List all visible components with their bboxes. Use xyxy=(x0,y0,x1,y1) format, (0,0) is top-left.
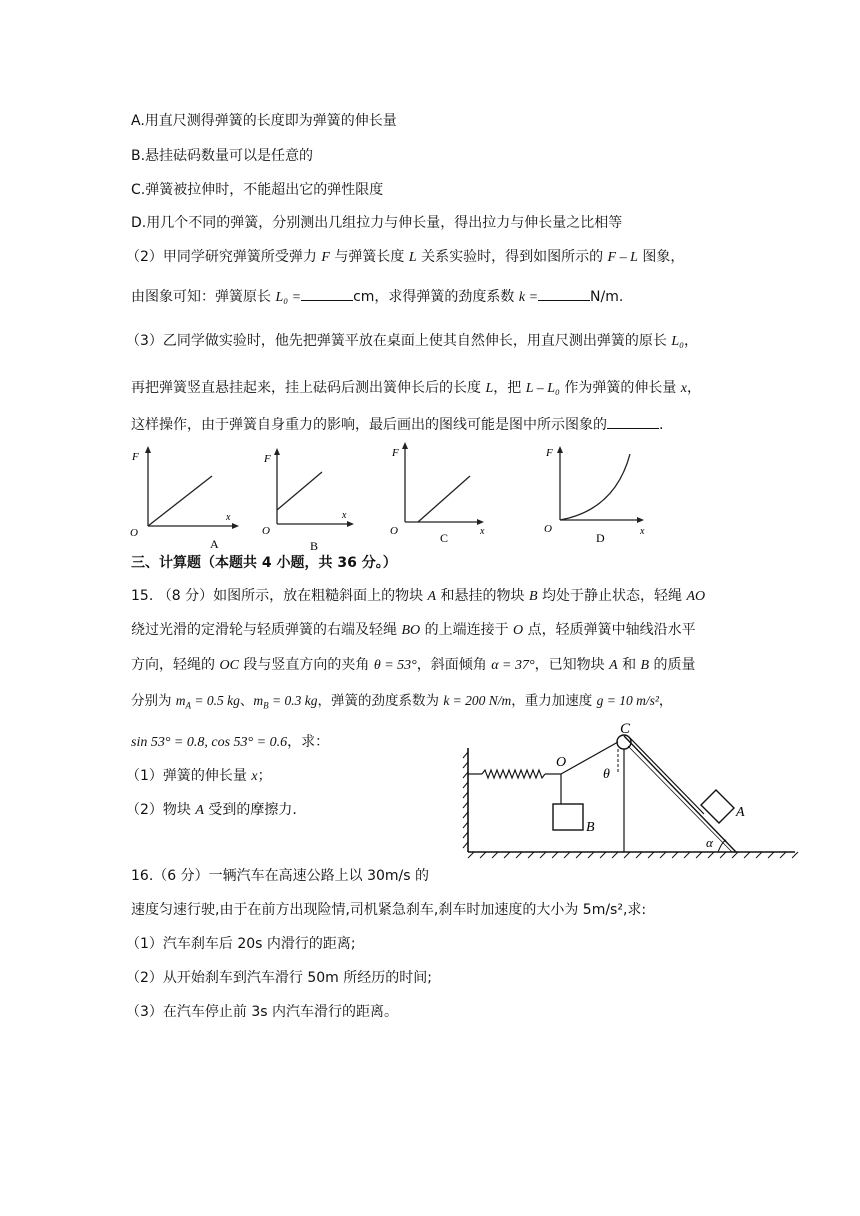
graph-b xyxy=(262,448,354,552)
var-L0: L₀ = xyxy=(275,290,302,305)
label-alpha: α xyxy=(706,835,713,850)
text: 均处于静止状态，轻绳 xyxy=(537,588,687,604)
label-A: A xyxy=(736,805,745,820)
var-alpha: α = 37° xyxy=(491,658,535,673)
text: （3）乙同学做实验时，他先把弹簧平放在桌面上使其自然伸长，用直尺测出弹簧的原长 xyxy=(126,333,672,349)
text: ， xyxy=(687,380,702,396)
graphs-figure xyxy=(120,440,680,552)
graph-a-origin: O xyxy=(130,527,138,539)
text: 、 xyxy=(239,693,254,709)
graph-a xyxy=(130,446,239,551)
text: ， xyxy=(658,693,673,709)
text: ，把 xyxy=(493,380,526,396)
graph-d-ylabel: F xyxy=(546,447,553,459)
option-d: D.用几个不同的弹簧，分别测出几组拉力与伸长量，得出拉力与伸长量之比相等 xyxy=(131,215,623,231)
text: 点，轻质弹簧中轴线沿水平 xyxy=(523,622,696,638)
q16-line2: 速度匀速行驶,由于在前方出现险情,司机紧急刹车,刹车时加速度的大小为 5m/s²,求: xyxy=(131,902,647,918)
q15-line5 xyxy=(131,732,329,753)
answer-blank-k[interactable] xyxy=(538,286,590,301)
var-g-value: g = 10 m/s² xyxy=(596,693,659,708)
var-A: A xyxy=(609,658,618,673)
q16-sub1: （1）汽车刹车后 20s 内滑行的距离; xyxy=(126,936,356,952)
graph-c-origin: O xyxy=(390,525,398,537)
text: 分别为 xyxy=(131,693,176,709)
q16-sub2: （2）从开始刹车到汽车滑行 50m 所经历的时间; xyxy=(126,970,432,986)
var-theta: θ = 53° xyxy=(373,658,417,673)
answer-blank-graph[interactable] xyxy=(607,414,659,429)
graph-d-xlabel: x xyxy=(640,526,645,537)
text: 作为弹簧的伸长量 xyxy=(559,380,681,396)
q16-sub3: （3）在汽车停止前 3s 内汽车滑行的距离。 xyxy=(126,1004,399,1020)
graph-c xyxy=(390,442,485,545)
q15-line2 xyxy=(131,620,696,641)
q3-line2 xyxy=(131,378,701,399)
graph-c-xlabel: x xyxy=(480,526,485,537)
var-k-value: k = 200 N/m xyxy=(443,693,512,708)
var-A: A xyxy=(427,589,437,604)
option-c: C.弹簧被拉伸时，不能超出它的弹性限度 xyxy=(131,182,384,198)
var-L0: L₀ xyxy=(671,334,685,349)
var-k: k = xyxy=(518,290,539,305)
label-C: C xyxy=(620,721,631,737)
text: cm，求得弹簧的劲度系数 xyxy=(353,289,519,305)
text: ，弹簧的劲度系数为 xyxy=(317,693,444,709)
text: 方向，轻绳的 xyxy=(131,657,220,673)
graph-b-ylabel: F xyxy=(264,453,271,465)
var-mB-value: = 0.3 kg xyxy=(268,693,318,708)
var-AO: AO xyxy=(686,589,706,604)
q3-line1 xyxy=(126,331,698,352)
text: 的质量 xyxy=(649,657,696,673)
var-mA: m xyxy=(175,693,186,708)
var-L-minus-L0: L – L₀ xyxy=(525,381,560,396)
text: 由图象可知：弹簧原长 xyxy=(131,289,276,305)
text: （2）甲同学研究弹簧所受弹力 xyxy=(126,249,322,265)
graph-b-origin: O xyxy=(262,525,270,537)
var-mA-sub: A xyxy=(185,700,192,711)
var-B: B xyxy=(529,589,538,604)
graph-d xyxy=(544,446,645,545)
answer-blank-l0[interactable] xyxy=(301,286,353,301)
label-B: B xyxy=(586,820,595,835)
q16-line1: 16.（6 分）一辆汽车在高速公路上以 30m/s 的 xyxy=(131,868,429,884)
graph-c-letter: C xyxy=(440,531,449,545)
text: 的上端连接于 xyxy=(420,622,514,638)
text: . xyxy=(659,417,664,433)
var-L: L xyxy=(485,381,494,396)
q3-line3 xyxy=(131,414,663,435)
section-heading: 三、计算题（本题共 4 小题，共 36 分。） xyxy=(131,555,397,571)
var-x: x xyxy=(251,769,258,784)
text: 关系实验时，得到如图所示的 xyxy=(416,249,608,265)
text: 和悬挂的物块 xyxy=(436,588,529,604)
trig-values: sin 53° = 0.8, cos 53° = 0.6 xyxy=(131,735,288,750)
text: 这样操作，由于弹簧自身重力的影响，最后画出的图线可能是图中所示图象的 xyxy=(131,417,607,433)
label-theta: θ xyxy=(603,767,610,782)
var-O: O xyxy=(513,623,524,638)
graph-a-ylabel: F xyxy=(132,451,139,463)
var-OC: OC xyxy=(219,658,239,673)
graph-d-origin: O xyxy=(544,523,552,535)
q2-line1 xyxy=(126,247,684,268)
q15-sub1 xyxy=(126,766,272,787)
text: 图象， xyxy=(637,249,685,265)
q15-sub2 xyxy=(126,800,297,821)
text: 与弹簧长度 xyxy=(329,249,409,265)
text: 和 xyxy=(617,657,641,673)
text: 绕过光滑的定滑轮与轻质弹簧的右端及轻绳 xyxy=(131,622,402,638)
graph-a-xlabel: x xyxy=(226,512,231,523)
text: ，斜面倾角 xyxy=(416,657,492,673)
q15-line1 xyxy=(131,586,705,607)
var-mB: m xyxy=(253,693,264,708)
text: ； xyxy=(257,768,272,784)
text: ， xyxy=(684,333,699,349)
var-L: L xyxy=(408,250,417,265)
incline-figure xyxy=(460,720,805,862)
text: 再把弹簧竖直悬挂起来，挂上砝码后测出簧伸长后的长度 xyxy=(131,380,486,396)
q15-line4 xyxy=(131,691,672,716)
var-B: B xyxy=(640,658,650,673)
q15-line3 xyxy=(131,655,696,676)
var-mB-sub: B xyxy=(263,700,269,711)
graph-b-letter: B xyxy=(310,539,319,552)
graph-b-xlabel: x xyxy=(342,510,347,521)
var-x: x xyxy=(680,381,688,396)
text: ，求： xyxy=(287,734,330,750)
text: N/m. xyxy=(590,289,624,305)
var-FL: F – L xyxy=(607,250,638,265)
graph-a-letter: A xyxy=(210,537,219,551)
text: （1）弹簧的伸长量 xyxy=(126,768,252,784)
text: 受到的摩擦力. xyxy=(203,802,297,818)
var-mA-value: = 0.5 kg xyxy=(191,693,240,708)
option-a: A.用直尺测得弹簧的长度即为弹簧的伸长量 xyxy=(131,113,397,129)
text: ，重力加速度 xyxy=(511,693,597,709)
var-F: F xyxy=(321,250,330,265)
graph-d-letter: D xyxy=(596,531,605,545)
text: 段与竖直方向的夹角 xyxy=(238,657,374,673)
var-BO: BO xyxy=(401,623,421,638)
text: ，已知物块 xyxy=(534,657,610,673)
var-A: A xyxy=(195,803,204,818)
option-b: B.悬挂砝码数量可以是任意的 xyxy=(131,148,314,164)
text: （2）物块 xyxy=(126,802,196,818)
graph-c-ylabel: F xyxy=(392,447,399,459)
label-O: O xyxy=(556,755,567,770)
q2-line2 xyxy=(131,286,623,308)
text: 15. （8 分）如图所示，放在粗糙斜面上的物块 xyxy=(131,588,428,604)
